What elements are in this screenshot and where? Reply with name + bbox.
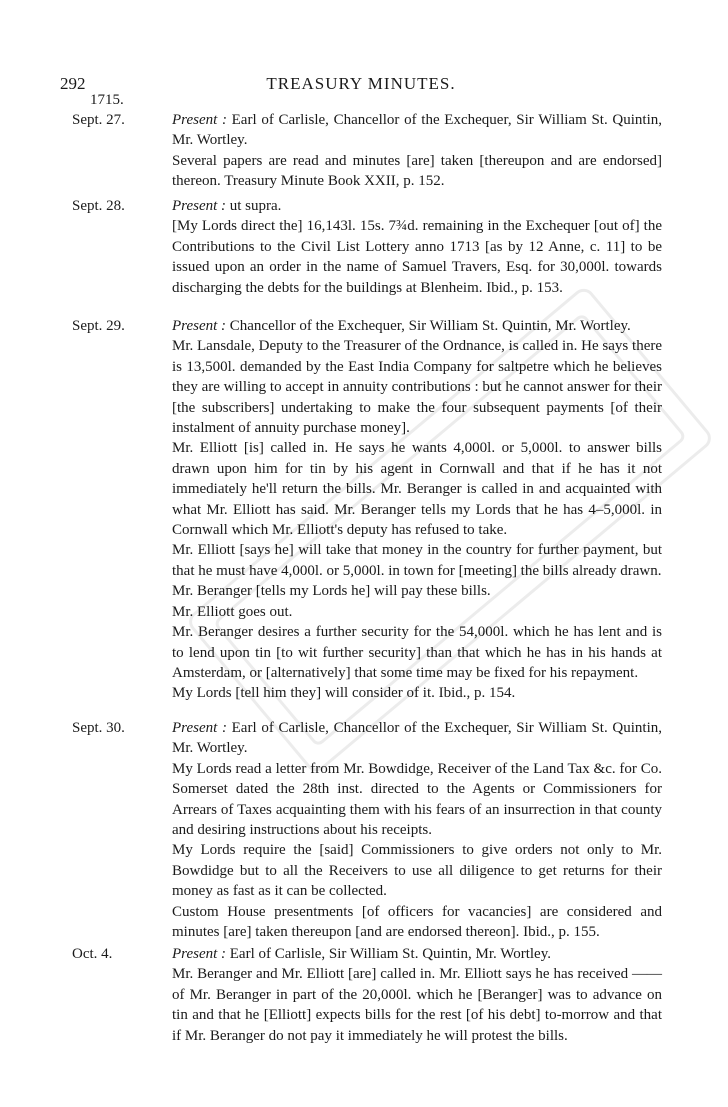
entry-body (172, 944, 662, 1046)
entry-paragraph: [My Lords direct the] 16,143l. 15s. 7¾d. remaining in the Exchequer [out of] the Contributions to the Civil List Lottery anno 1713 [as by 12 Anne, c. 11] to be issued upon an order in the name of Samuel Travers, Esq. for 30,000l. towards discharging the debts for the buildings at Blenheim. Ibid., p. 153. (172, 218, 662, 296)
entry-body (172, 196, 662, 298)
entry-paragraph: Mr. Beranger [tells my Lords he] will pay these bills. (172, 583, 491, 600)
entry-body (172, 718, 662, 942)
entry-paragraph: Mr. Elliott [is] called in. He says he wants 4,000l. or 5,000l. to answer bills drawn upon him for tin by his agent in Cornwall and that if he has it not immediately he'll return the bills. Mr. Beranger is called in and acquainted with what Mr. Elliott has said. Mr. Beranger tells my Lords that he has 4–5,000l. in Cornwall which Mr. Elliott's deputy has refused to take. (172, 440, 662, 539)
entry-date: Sept. 30. (72, 720, 125, 736)
entry-paragraph: Mr. Lansdale, Deputy to the Treasurer of the Ordnance, is called in. He says there is 13,500l. demanded by the East India Company for saltpetre which he believes they are willing to accept in annuity contributions : but he cannot answer for their [the subscribers] undertaking to make the four subsequent payments [of their instalment of annuity purchase money]. (172, 338, 662, 437)
entry-paragraph: Present : Chancellor of the Exchequer, Sir William St. Quintin, Mr. Wortley. (172, 318, 631, 334)
entry-paragraph: Present : ut supra. (172, 198, 282, 214)
entry-paragraph: My Lords [tell him they] will consider of it. Ibid., p. 154. (172, 685, 516, 702)
entry-paragraph: Several papers are read and minutes [are] taken [thereupon and are endorsed] thereon. Treasury Minute Book XXII, p. 152. (172, 152, 662, 190)
entry-paragraph: My Lords read a letter from Mr. Bowdidge, Receiver of the Land Tax &c. for Co. Somerset dated the 28th inst. directed to the Agents or Commissioners for Arrears of Taxes acquainting them with his fears of an insurrection in that county and desiring instructions about his receipts. (172, 760, 662, 839)
running-title: TREASURY MINUTES. (266, 74, 456, 93)
entry-paragraph: My Lords require the [said] Commissioners to give orders not only to Mr. Bowdidge but to all the Receivers to use all diligence to get returns for their money as fast as it can be collected. (172, 842, 662, 900)
page-number: 292 (60, 74, 86, 93)
entry-paragraph: Present : Earl of Carlisle, Chancellor of the Exchequer, Sir William St. Quintin, Mr. Wortley. (172, 720, 662, 757)
entry-date: Sept. 27. (72, 112, 125, 128)
entry-paragraph: Present : Earl of Carlisle, Sir William St. Quintin, Mr. Wortley. (172, 946, 551, 962)
entry-paragraph: Custom House presentments [of officers for vacancies] are considered and minutes [are] taken thereupon [and are endorsed thereon]. Ibid., p. 155. (172, 903, 662, 941)
entry-paragraph: Present : Earl of Carlisle, Chancellor of the Exchequer, Sir William St. Quintin, Mr. Wortley. (172, 112, 662, 149)
page-header (58, 74, 664, 96)
entry-body (172, 316, 662, 704)
entry-date: Oct. 4. (72, 946, 113, 962)
entry-date: Sept. 28. (72, 198, 125, 214)
entry-paragraph: Mr. Beranger desires a further security for the 54,000l. which he has lent and is to lend upon tin [to wit further security] than that which he has in his hands at Amsterdam, or [alternatively] that some time may be fixed for his repayment. (172, 624, 662, 681)
entry-body (172, 110, 662, 192)
entry-paragraph: Mr. Elliott [says he] will take that money in the country for further payment, but that he must have 4,000l. or 5,000l. in town for [meeting] the bills already drawn. (172, 542, 662, 579)
year-label: 1715. (90, 92, 124, 108)
entry-date: Sept. 29. (72, 318, 125, 334)
entry-paragraph: Mr. Beranger and Mr. Elliott [are] called in. Mr. Elliott says he has received —— of Mr. Beranger in part of the 20,000l. which he [Beranger] was to advance on tin and that he [Elliott] expects bills for the rest [of his debt] to-morrow and that if Mr. Beranger do not pay it immediately he will protest the bills. (172, 966, 662, 1044)
entry-paragraph: Mr. Elliott goes out. (172, 603, 293, 620)
